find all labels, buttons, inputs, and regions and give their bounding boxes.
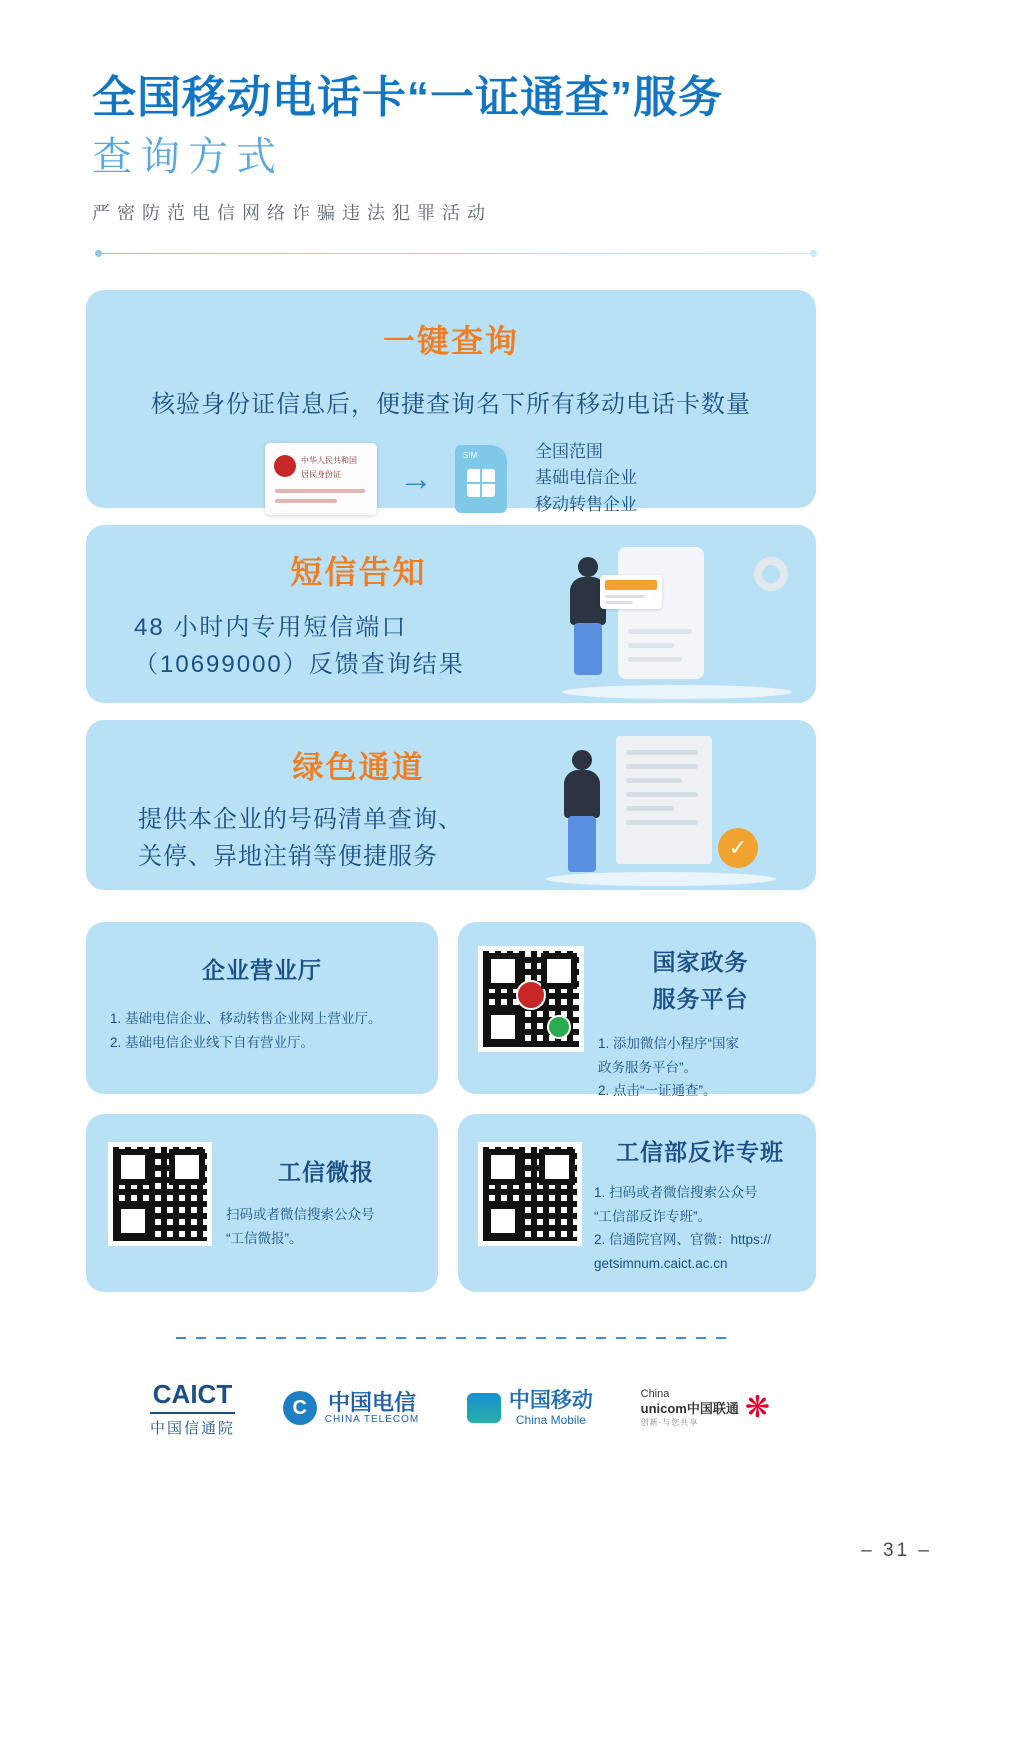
check-circle-icon: ✓ [718,828,758,868]
miit-weibao-line-1: 扫码或者微信搜索公众号 [226,1207,375,1222]
card-miit-weibao [86,1114,438,1292]
id-card-line2: 居民身份证 [301,469,341,479]
card-miit-weibao-title: 工信微报 [278,1159,374,1185]
message-card-icon [600,575,662,609]
scope-line-1: 全国范围 [535,442,603,461]
scope-line-2: 基础电信企业 [535,468,637,488]
anti-fraud-line-2: “工信部反诈专班”。 [594,1208,711,1224]
card-sms-notice [86,525,816,703]
id-card-bar [275,489,365,493]
receipt-line [626,764,698,769]
id-card-line1: 中华人民共和国 [301,455,357,465]
receipt-line [626,806,674,811]
business-hall-line-2: 2. 基础电信企业线下自有营业厅。 [110,1034,315,1050]
gov-platform-line-3: 2. 点击“一证通查”。 [598,1083,717,1099]
caict-logo-top: CAICT [150,1379,235,1414]
receipt-line [626,750,698,755]
card-one-key-scope [535,439,637,518]
illustration-shadow [562,685,792,699]
page-header [92,70,932,225]
person-figure-icon [564,770,600,818]
card-anti-fraud [458,1114,816,1292]
receipt-line [626,778,682,783]
national-emblem-icon [274,455,296,477]
china-telecom-mark-icon: C [283,1391,317,1425]
gear-icon [754,557,788,591]
divider-dot-right [810,250,817,257]
china-telecom-en: CHINA TELECOM [324,1414,420,1426]
card-one-key-title: 一键查询 [382,323,519,359]
phone-line [628,643,674,648]
card-anti-fraud-body [594,1181,806,1276]
anti-fraud-line-4: getsimnum.caict.ac.cn [594,1255,728,1271]
page-number: – 31 – [861,1540,932,1561]
card-business-hall [86,922,438,1094]
sim-chip-icon [467,469,495,497]
card-green-channel-line-2: 关停、异地注销等便捷服务 [138,843,438,871]
qr-code-anti-fraud[interactable] [478,1142,582,1246]
sms-illustration [562,533,792,703]
qr-corner [485,1203,521,1239]
business-hall-line-1: 1. 基础电信企业、移动转售企业网上营业厅。 [110,1011,382,1026]
message-card-line [605,601,633,604]
card-one-key-graphic [86,439,816,518]
qr-code-image [483,951,579,1047]
card-gov-platform-title-line2: 服务平台 [652,986,749,1012]
message-card-header [605,580,657,590]
qr-badge-icon [547,1015,571,1039]
card-business-hall-body [110,1007,438,1054]
receipt-icon [616,736,712,864]
china-unicom-en: China [640,1388,670,1401]
qr-corner [485,1009,521,1045]
card-gov-platform-body [598,1032,803,1103]
qr-code-image [483,1147,577,1241]
qr-code-miit-weibao[interactable] [108,1142,212,1246]
card-gov-platform [458,922,816,1099]
qr-emblem-icon [516,980,546,1010]
footer-logos [150,1368,770,1448]
caict-logo-bottom: 中国信通院 [150,1419,236,1437]
green-channel-illustration [546,730,776,890]
china-mobile-mark-icon [467,1393,501,1423]
gov-platform-line-2: 政务服务平台”。 [598,1059,697,1075]
phone-line [628,657,682,662]
card-gov-platform-title-line1: 国家政务 [652,949,749,975]
page-title: 全国移动电话卡“一证通查”服务 [92,73,723,122]
card-sms-line-1: 48 小时内专用短信端口 [134,614,408,641]
id-card-icon [265,443,377,515]
header-divider [95,250,817,258]
card-miit-weibao-body [226,1203,426,1250]
scope-line-3: 移动转售企业 [535,494,637,514]
card-green-channel-line-1: 提供本企业的号码清单查询、 [138,806,463,833]
logo-china-telecom [283,1391,420,1425]
logo-caict [150,1379,235,1438]
card-business-hall-title: 企业营业厅 [202,957,322,983]
qr-code-gov-platform[interactable] [478,946,584,1052]
china-unicom-cn: unicom中国联通 [640,1401,739,1417]
card-sms-line-2: （10699000）反馈查询结果 [134,651,465,679]
person-legs-icon [568,816,596,872]
message-card-line [605,595,645,598]
footer-divider [176,1337,736,1339]
illustration-shadow [546,872,776,886]
card-one-key-desc: 核验身份证信息后，便捷查询名下所有移动电话卡数量 [151,391,751,418]
person-head-icon [572,750,592,770]
arrow-right-icon: → [399,459,433,498]
card-one-key-query [86,290,816,514]
qr-corner [115,1203,151,1239]
card-anti-fraud-title: 工信部反诈专班 [616,1139,784,1165]
china-unicom-slogan: 创新·与您共享 [640,1417,699,1427]
person-head-icon [578,557,598,577]
sim-label: SIM [463,450,478,460]
receipt-line [626,820,698,825]
divider-line [99,253,813,254]
phone-line [628,629,692,634]
logo-china-mobile [467,1389,593,1426]
miit-weibao-line-2: “工信微报”。 [226,1230,303,1246]
card-green-channel-title: 绿色通道 [292,750,425,785]
china-mobile-cn: 中国移动 [508,1389,593,1413]
logo-china-unicom [641,1388,770,1428]
page-subtitle: 查询方式 [92,135,284,179]
anti-fraud-line-1: 1. 扫码或者微信搜索公众号 [594,1185,758,1200]
id-card-bar [275,499,337,503]
card-green-channel [86,720,816,890]
page-slogan: 严密防范电信网络诈骗违法犯罪活动 [92,203,492,223]
china-mobile-en: China Mobile [515,1412,586,1427]
china-unicom-mark-icon: ❋ [744,1391,770,1424]
qr-code-image [113,1147,207,1241]
card-sms-title: 短信告知 [290,554,427,590]
gov-platform-line-1: 1. 添加微信小程序“国家 [598,1036,740,1051]
receipt-line [626,792,698,797]
sim-card-icon [455,445,507,513]
anti-fraud-line-3: 2. 信通院官网、官微：https:// [594,1232,772,1248]
china-telecom-cn: 中国电信 [327,1389,416,1415]
person-legs-icon [574,623,602,675]
